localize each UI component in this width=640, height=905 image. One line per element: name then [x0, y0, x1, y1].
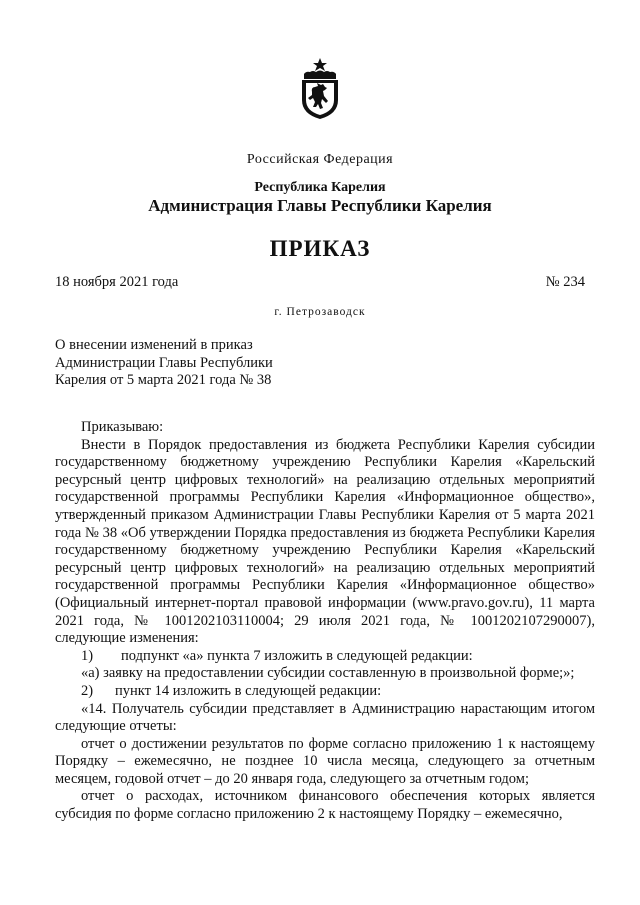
paragraph-14: «14. Получатель субсидии представляет в Администрацию нарастающим итогом следующие отчеты: [55, 700, 595, 735]
paragraph-14-report-a: отчет о достижении результатов по форме согласно приложению 1 к настоящему Порядку – ежемесячно, не позднее 10 числа месяца, следующего за отчетным месяцем, годовой отчет – до 20 января года, следующего за отчетным годом; [55, 735, 595, 787]
item-text: пункт 14 изложить в следующей редакции: [115, 682, 382, 699]
quoted-amendment: «а) заявку на предоставлении субсидии составленную в произвольной форме;»; [81, 665, 575, 682]
subject-line: О внесении изменений в приказ [55, 337, 253, 353]
document-subject [55, 337, 273, 390]
country-name: Российская Федерация [246, 152, 394, 167]
item-text: подпункт «а» пункта 7 изложить в следующей редакции: [121, 647, 473, 664]
city: г. Петрозаводск [274, 306, 366, 318]
document-date: 18 ноября 2021 года [55, 274, 179, 290]
subject-line: Администрации Главы Республики [55, 354, 273, 371]
document-number: № 234 [545, 274, 585, 290]
intro-paragraph: Внести в Порядок предоставления из бюджета Республики Карелия субсидии государственному бюджетному учреждению Республики Карелия «Карельский ресурсный центр цифровых технологий» на реализацию отдельных мероприятий государственной программы Республики Карелия «Информационное общество», утвержденный приказом Администрации Главы Республики Карелия от 5 марта 2021 года № 38 «Об утверждении Порядка предоставления из бюджета Республики Карелия государственному бюджетному учреждению Республики Карелия «Карельский ресурсный центр цифровых технологий» на реализацию отдельных мероприятий государственной программы Республики Карелия «Информационное общество» (Официальный интернет-портал правовой информации (www.pravo.gov.ru), 11 марта 2021 года, № 1001202103110004; 29 июля 2021 года, № 1001202107290007), следующие изменения: [55, 436, 595, 647]
list-item [55, 648, 595, 666]
item-number: 1) [81, 647, 94, 664]
administration-name: Администрация Главы Республики Карелия [148, 196, 492, 215]
republic-name: Республика Карелия [254, 180, 386, 195]
document-type: ПРИКАЗ [269, 236, 371, 261]
subject-line: Карелия от 5 марта 2021 года № 38 [55, 372, 272, 388]
item-number: 2) [81, 682, 94, 699]
order-word: Приказываю: [81, 419, 164, 435]
document-body [55, 419, 595, 824]
coat-of-arms-icon [298, 58, 342, 120]
list-item [55, 683, 595, 701]
paragraph-14-report-b: отчет о расходах, источником финансового обеспечения которых является субсидия по форме согласно приложению 2 к настоящему Порядку – ежемесячно, [55, 788, 595, 823]
